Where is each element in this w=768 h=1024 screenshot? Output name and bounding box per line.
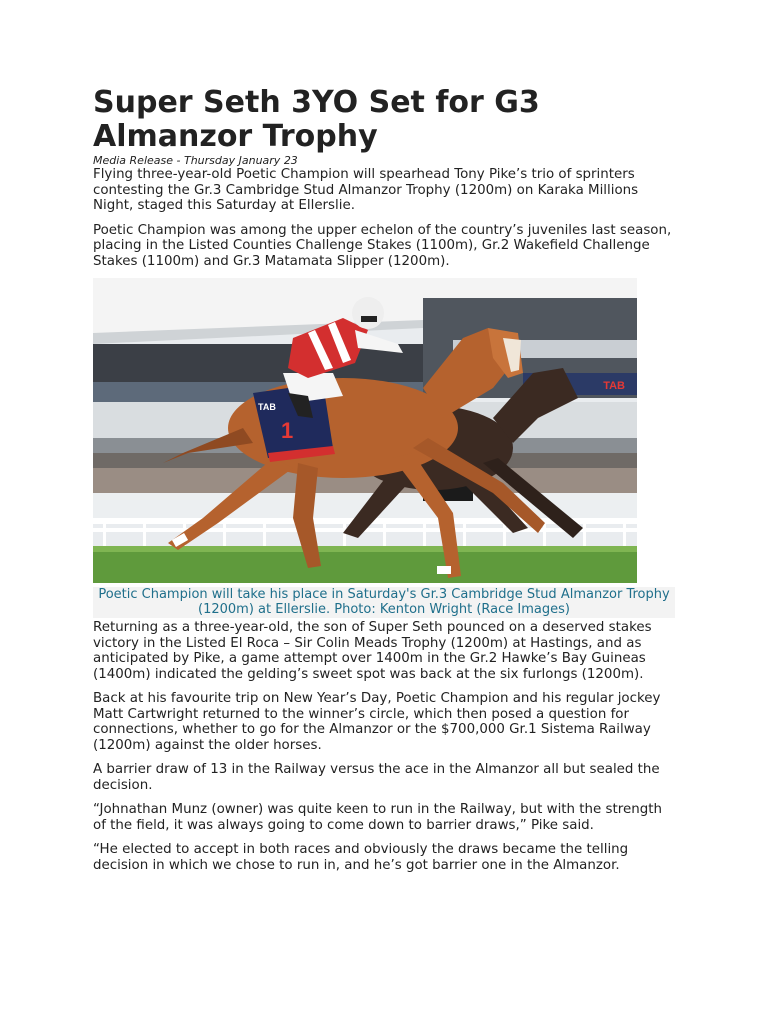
- paragraph-1: Flying three-year-old Poetic Champion will spearhead Tony Pike’s trio of sprinters contesting the Gr.3 Cambridge Stud Almanzor Trophy (1200m) on Karaka Millions Night, staged this Saturday at Ellerslie.: [93, 167, 639, 213]
- paragraph-4: Back at his favourite trip on New Year’s Day, Poetic Champion and his regular jockey Matt Cartwright returned to the winner’s circle, which then posed a question for connections, whether to go for the Almanzor or the $700,000 Gr.1 Sistema Railway (1200m) against the older horses.: [93, 691, 661, 753]
- article-meta: Media Release - Thursday January 23: [93, 154, 298, 167]
- paragraph-5: A barrier draw of 13 in the Railway versus the ace in the Almanzor all but sealed the decision.: [93, 762, 660, 793]
- saddlecloth-brand: TAB: [258, 402, 276, 412]
- saddlecloth-number: 1: [281, 418, 294, 443]
- article: [93, 86, 675, 882]
- paragraph-2: Poetic Champion was among the upper echelon of the country’s juveniles last season, placing in the Listed Counties Challenge Stakes (1100m), Gr.2 Wakefield Challenge Stakes (1100m) and Gr.3 Matamata Slipper (1200m).: [93, 222, 672, 269]
- article-title: Super Seth 3YO Set for G3 Almanzor Trophy: [93, 85, 540, 154]
- race-photo: [93, 278, 637, 583]
- photo-caption: Poetic Champion will take his place in Saturday's Gr.3 Cambridge Stud Almanzor Trophy (1200m) at Ellerslie. Photo: Kenton Wright (Race Images): [93, 587, 675, 618]
- paragraph-7: “He elected to accept in both races and obviously the draws became the telling decision in which we chose to run in, and he’s got barrier one in the Almanzor.: [93, 842, 629, 873]
- paragraph-3: Returning as a three-year-old, the son of Super Seth pounced on a deserved stakes victory in the Listed El Roca – Sir Colin Meads Trophy (1200m) at Hastings, and as anticipated by Pike, a game attempt over 1400m in the Gr.2 Hawke’s Bay Guineas (1400m) indicated the gelding’s sweet spot was back at the six furlongs (1200m).: [93, 620, 652, 682]
- tab-stand-sign: TAB: [603, 380, 625, 392]
- paragraph-6: “Johnathan Munz (owner) was quite keen to run in the Railway, but with the strength of the field, it was always going to come down to barrier draws,” Pike said.: [93, 802, 662, 833]
